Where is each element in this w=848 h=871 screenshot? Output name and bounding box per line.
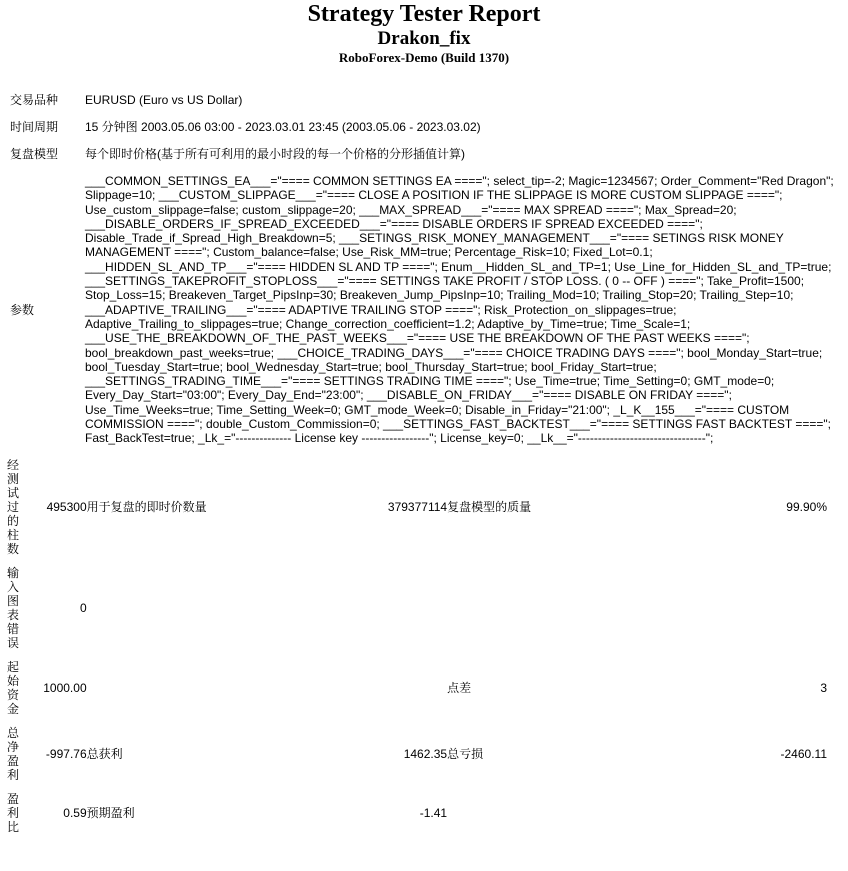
empty-cell bbox=[87, 561, 384, 655]
model-value: 每个即时价格(基于所有可利用的最小时段的每一个价格的分形插值计算) bbox=[85, 147, 465, 161]
modelling-quality-value: 99.90% bbox=[786, 499, 827, 514]
initial-deposit-value: 1000.00 bbox=[43, 680, 87, 695]
empty-cell bbox=[551, 787, 827, 839]
stats-table bbox=[7, 453, 827, 839]
stats-row-deposit bbox=[7, 655, 827, 721]
stats-row-net-profit bbox=[7, 721, 827, 787]
stats-row-bars bbox=[7, 453, 827, 561]
profit-factor-label: 盈利比 bbox=[7, 791, 20, 834]
server-build: RoboForex-Demo (Build 1370) bbox=[338, 50, 510, 65]
total-net-profit-value: -997.76 bbox=[45, 746, 87, 761]
profit-factor-value: 0.59 bbox=[63, 805, 87, 820]
gross-loss-label: 总亏损 bbox=[447, 746, 484, 761]
gross-profit-value: 1462.35 bbox=[403, 746, 448, 761]
ticks-modelled-label: 用于复盘的即时价数量 bbox=[86, 499, 207, 514]
symbol-value: EURUSD (Euro vs US Dollar) bbox=[85, 93, 243, 107]
period-value: 15 分钟图 2003.05.06 03:00 - 2023.03.01 23:45 (2003.05.06 - 2023.03.02) bbox=[85, 120, 481, 134]
spread-label: 点差 bbox=[447, 680, 472, 695]
chart-errors-label: 输入图表错误 bbox=[7, 565, 20, 650]
symbol-label: 交易品种 bbox=[10, 93, 59, 107]
parameters-label: 参数 bbox=[10, 302, 35, 317]
expected-payoff-value: -1.41 bbox=[419, 805, 448, 820]
modelling-quality-label: 复盘模型的质量 bbox=[447, 499, 532, 514]
info-table bbox=[10, 87, 840, 453]
bars-in-test-label: 经测试过的柱数 bbox=[7, 457, 20, 556]
stats-row-profit-factor bbox=[7, 787, 827, 839]
bars-in-test-value: 495300 bbox=[46, 499, 87, 514]
stats-row-chart-errors bbox=[7, 561, 827, 655]
chart-errors-value: 0 bbox=[79, 600, 87, 615]
empty-cell bbox=[447, 787, 551, 839]
empty-cell bbox=[551, 561, 827, 655]
expected-payoff-label: 预期盈利 bbox=[86, 805, 135, 820]
empty-cell bbox=[384, 561, 447, 655]
strategy-tester-report bbox=[0, 1, 848, 839]
spread-value: 3 bbox=[820, 680, 827, 695]
expert-advisor-name: Drakon_fix bbox=[377, 28, 471, 49]
empty-cell bbox=[87, 655, 384, 721]
empty-cell bbox=[384, 655, 447, 721]
ticks-modelled-value: 379377114 bbox=[387, 499, 448, 514]
info-row-model bbox=[10, 141, 840, 168]
model-label: 复盘模型 bbox=[10, 147, 59, 161]
report-title: Strategy Tester Report bbox=[307, 1, 541, 27]
period-label: 时间周期 bbox=[10, 120, 59, 134]
empty-cell bbox=[447, 561, 551, 655]
info-row-symbol bbox=[10, 87, 840, 114]
initial-deposit-label: 起始资金 bbox=[7, 659, 20, 716]
gross-loss-value: -2460.11 bbox=[780, 746, 827, 761]
gross-profit-label: 总获利 bbox=[86, 746, 123, 761]
info-row-period bbox=[10, 114, 840, 141]
total-net-profit-label: 总净盈利 bbox=[7, 725, 20, 782]
info-row-parameters bbox=[10, 168, 840, 453]
parameters-value: ___COMMON_SETTINGS_EA___="==== COMMON SETTINGS EA ===="; select_tip=-2; Magic=1234567; Order_Comment="Red Dragon"; Slippage=10; ___CUSTOM_SLIPPAGE___="==== CLOSE A POSITION IF THE SLIPPAGE IS MORE CUSTOM SLIPPAGE ===="; Use_custom_slippage=false; custom_slippage=20; ___MAX_SPREAD___="==== MAX SPREAD ===="; Max_Spread=20; ___DISABLE_ORDERS_IF_SPREAD_EXCEEDED___="==== DISABLE ORDERS IF SPREAD EXCEEDED ===="; Disable_Trade_if_Spread_High_Breakdown=5; ___SETINGS_RISK_MONEY_MANAGEMENT___="==== SETINGS RISK MONEY MANAGEMENT ===="; Custom_balance=false; Use_Risk_MM=true; Percentage_Risk=10; Fixed_Lot=0.1; ___HIDDEN_SL_AND_TP___="==== HIDDEN SL AND TP ===="; Enum__Hidden_SL_and_TP=1; Use_Line_for_Hidden_SL_and_TP=true; ___SETTINGS_TAKEPROFIT_STOPLOSS___="==== SETTINGS TAKE PROFIT / STOP LOSS. ( 0 -- OFF ) ===="; Take_Profit=1500; Stop_Loss=15; Breakeven_Target_PipsInp=30; Breakeven_Jump_PipsInp=10; Trailing_Mod=10; Trailing_Stop=20; Trailing_Step=10; ___ADAPTIVE_TRAILING___="==== ADAPTIVE TRAILING STOP ===="; Risk_Protection_on_slippages=true; Adaptive_Trailing_to_slippages=true; Change_correction_coefficient=1.2; Adaptive_by_Time=true; Time_Scale=1; ___USE_THE_BREAKDOWN_OF_THE_PAST_WEEKS___="==== USE THE BREAKDOWN OF THE PAST WEEKS ===="; bool_breakdown_past_weeks=true; ___CHOICE_TRADING_DAYS___="==== CHOICE TRADING DAYS ===="; bool_Monday_Start=true; bool_Tuesday_Start=true; bool_Wednesday_Start=true; bool_Thursday_Start=true; bool_Friday_Start=true; ___SETTINGS_TRADING_TIME___="==== SETTINGS TRADING TIME ===="; Use_Time=true; Time_Setting=0; GMT_mode=0; Every_Day_Start="03:00"; Every_Day_End="23:00"; ___DISABLE_ON_FRIDAY___="==== DISABLE ON FRIDAY ===="; Use_Time_Weeks=true; Time_Setting_Week=0; GMT_mode_Week=0; Disable_in_Friday="21:00"; _L_K__155___="==== CUSTOM COMMISSION ===="; double_Custom_Commission=0; ___SETTINGS_FAST_BACKTEST___="==== SETTINGS FAST BACKTEST ===="; Fast_BackTest=true; _Lk_="-------------- License key -----------------"; License_key=0; __Lk__="--------------------------------"; bbox=[85, 174, 834, 446]
